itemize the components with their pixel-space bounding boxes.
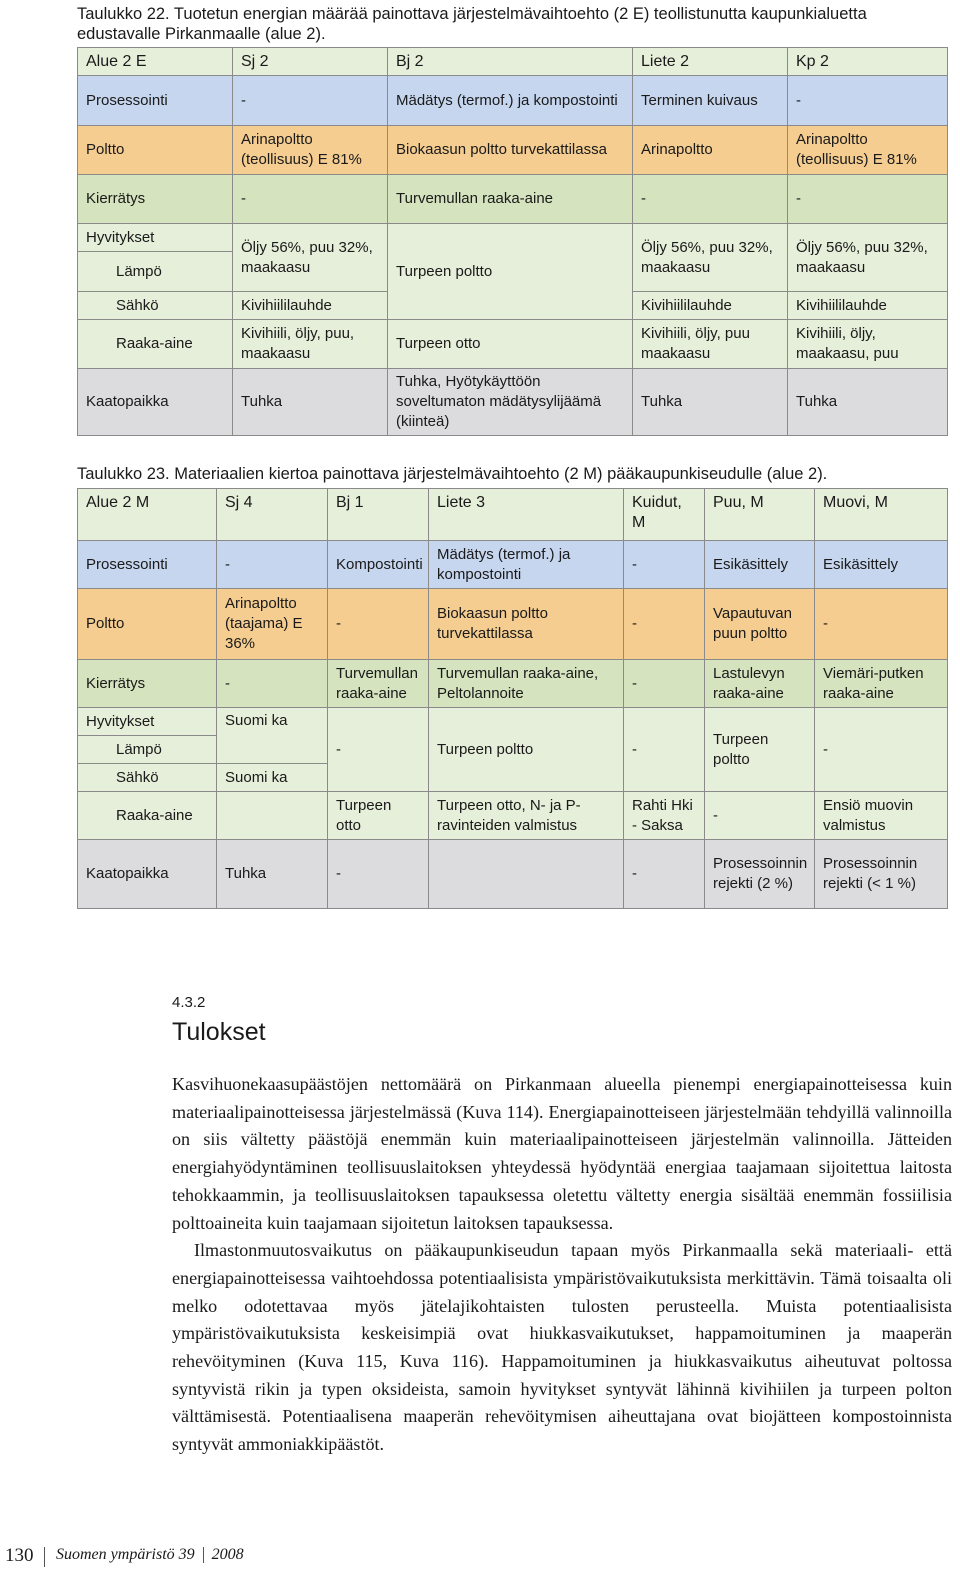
series-name: Suomen ympäristö <box>56 1546 175 1563</box>
t22-cell: Arinapoltto (teollisuus) E 81% <box>233 126 388 175</box>
t23-cell: Turpeen otto, N- ja P-ravinteiden valmistus <box>429 792 624 840</box>
t23-cell: - <box>624 660 705 708</box>
table-22-caption: Taulukko 22. Tuotetun energian määrää painottava järjestelmävaihtoehto (2 E) teollistunutta kaupunkialuetta edustavalle Pirkanmaalle (alue 2). <box>77 5 867 43</box>
t23-cell: - <box>328 840 429 909</box>
t22-cell: Kivihiili, öljy, puu, maakaasu <box>233 320 388 369</box>
t23-cell: Mädätys (termof.) ja kompostointi <box>429 541 624 589</box>
t23-cell: Prosessoinnin rejekti (2 %) <box>705 840 815 909</box>
t23-cell: - <box>815 708 948 792</box>
t22-cell: Kivihiililauhde <box>233 292 388 320</box>
t22-cell: - <box>633 175 788 224</box>
t23-cell: - <box>624 541 705 589</box>
t22-cell: Tuhka, Hyötykäyttöön soveltumaton mädätysylijäämä (kiinteä) <box>388 369 633 436</box>
t23-row-label: Poltto <box>78 589 217 660</box>
t22-cell: Arinapoltto <box>633 126 788 175</box>
t22-cell: Mädätys (termof.) ja kompostointi <box>388 76 633 126</box>
t22-cell: Öljy 56%, puu 32%, maakaasu <box>788 224 948 292</box>
t23-cell: - <box>328 708 429 792</box>
page-number: 130 <box>5 1545 34 1566</box>
t22-row-label: Poltto <box>78 126 233 175</box>
t22-cell: Kivihiili, öljy, maakaasu, puu <box>788 320 948 369</box>
t22-cell: - <box>788 76 948 126</box>
t23-cell: - <box>217 660 328 708</box>
table-23 <box>77 488 948 909</box>
t22-row-label: Raaka-aine <box>78 320 233 369</box>
t23-cell: - <box>624 840 705 909</box>
t23-cell: Tuhka <box>217 840 328 909</box>
t23-cell <box>217 792 328 840</box>
footer-series <box>56 1546 244 1564</box>
t23-cell: Turpeen poltto <box>429 708 624 792</box>
t23-cell: Prosessoinnin rejekti (< 1 %) <box>815 840 948 909</box>
t23-cell: - <box>705 792 815 840</box>
paragraph: Ilmastonmuutosvaikutus on pääkaupunkiseudun tapaan myös Pirkanmaalla sekä materiaali- että energiapainotteisessa vaihtoehdossa potentiaalisista ympäristövaikutuksista merkittävin. Tämä toisaalta oli melko odotettavaa myös jätelajikohtaisten tulosten perusteella. Muista potentiaalisista ympäristövaikutuksista keskeisimpiä ovat hiukkasvaikutukset, happamoituminen ja maaperän rehevöityminen (Kuva 115, Kuva 116). Happamoituminen ja hiukkasvaikutus aiheutuvat poltossa syntyvistä rikin ja typen oksideista, samoin hyvitykset syntyvät lähinnä kivihiilen ja turpeen polton välttämisestä. Potentiaalisena maaperän rehevöitymisen aiheuttajana ovat biojätteen kompostoinnista syntyvät ammoniakkipäästöt. <box>172 1240 952 1455</box>
section-number: 4.3.2 <box>172 994 206 1011</box>
t22-cell: - <box>233 76 388 126</box>
t22-cell: Biokaasun poltto turvekattilassa <box>388 126 633 175</box>
t23-cell: - <box>815 589 948 660</box>
t22-cell: Öljy 56%, puu 32%, maakaasu <box>633 224 788 292</box>
t23-header-bj: Bj 1 <box>328 489 429 541</box>
t23-cell: Kompostointi <box>328 541 429 589</box>
series-issue: 39 <box>178 1546 195 1563</box>
t22-header-sj: Sj 2 <box>233 48 388 76</box>
t22-cell: Turvemullan raaka-aine <box>388 175 633 224</box>
t23-header-liete: Liete 3 <box>429 489 624 541</box>
t23-row-label: Kierrätys <box>78 660 217 708</box>
t23-cell: Turpeen otto <box>328 792 429 840</box>
t23-header-puu: Puu, M <box>705 489 815 541</box>
t23-cell: Rahti Hki - Saksa <box>624 792 705 840</box>
t23-cell: Turpeen poltto <box>705 708 815 792</box>
t23-cell: Suomi ka <box>217 764 328 792</box>
t22-cell: Tuhka <box>788 369 948 436</box>
t22-cell: - <box>788 175 948 224</box>
t22-header-liete: Liete 2 <box>633 48 788 76</box>
t22-row-label: Prosessointi <box>78 76 233 126</box>
t23-cell: Turvemullan raaka-aine, Peltolannoite <box>429 660 624 708</box>
t22-cell: Arinapoltto (teollisuus) E 81% <box>788 126 948 175</box>
t23-header-sj: Sj 4 <box>217 489 328 541</box>
series-year: 2008 <box>211 1546 244 1563</box>
t23-cell: Vapautuvan puun poltto <box>705 589 815 660</box>
t22-header-bj: Bj 2 <box>388 48 633 76</box>
t23-cell: Biokaasun poltto turvekattilassa <box>429 589 624 660</box>
t23-row-label: Lämpö <box>78 736 217 764</box>
t22-cell: Turpeen poltto <box>388 224 633 320</box>
table-23-caption: Taulukko 23. Materiaalien kiertoa painottava järjestelmävaihtoehto (2 M) pääkaupunkiseudulle (alue 2). <box>77 465 828 483</box>
t23-cell: - <box>624 589 705 660</box>
t22-cell: Turpeen otto <box>388 320 633 369</box>
section-title: Tulokset <box>172 1018 266 1046</box>
t23-header-muovi: Muovi, M <box>815 489 948 541</box>
t23-cell: - <box>624 708 705 792</box>
t23-row-label: Sähkö <box>78 764 217 792</box>
t22-cell: Kivihiililauhde <box>788 292 948 320</box>
t22-row-label: Kierrätys <box>78 175 233 224</box>
paragraph: Kasvihuonekaasupäästöjen nettomäärä on Pirkanmaan alueella pienempi energiapainotteisessa kuin materiaalipainotteisessa järjestelmässä (Kuva 114). Energiapainotteiseen järjestelmään tehdyillä valinnoilla on siis vältetty päästöjä enemmän kuin materiaalipainotteiseen järjestelmän valinnoilla. Jätteiden energiahyödyntäminen teollisuuslaitoksen yhteydessä hyödyntää energiaa taajamaan sijoitettua laitosta tehokkaammin, ja teollisuuslaitoksen tapauksessa oletettu vältetty energia sisältää enemmän fossiilisia polttoaineita kuin taajamaan sijoitetun laitoksen tapauksessa. <box>172 1074 952 1233</box>
t23-header-kuidut: Kuidut, M <box>624 489 705 541</box>
t23-cell: Arinapoltto (taajama) E 36% <box>217 589 328 660</box>
t23-cell: Esikäsittely <box>815 541 948 589</box>
footer-separator <box>203 1547 204 1563</box>
t23-cell: Ensiö muovin valmistus <box>815 792 948 840</box>
t23-row-label: Kaatopaikka <box>78 840 217 909</box>
t23-row-label: Hyvitykset <box>78 708 217 736</box>
t23-header-alue: Alue 2 M <box>78 489 217 541</box>
t22-cell: Terminen kuivaus <box>633 76 788 126</box>
t22-cell: Tuhka <box>233 369 388 436</box>
table-22 <box>77 47 948 436</box>
t23-cell: Esikäsittely <box>705 541 815 589</box>
t23-cell: Viemäri-putken raaka-aine <box>815 660 948 708</box>
t23-row-label: Prosessointi <box>78 541 217 589</box>
t22-cell: Kivihiililauhde <box>633 292 788 320</box>
t22-cell: Tuhka <box>633 369 788 436</box>
t22-cell: - <box>233 175 388 224</box>
t22-cell: Öljy 56%, puu 32%, maakaasu <box>233 224 388 292</box>
t22-header-kp: Kp 2 <box>788 48 948 76</box>
t22-row-label: Kaatopaikka <box>78 369 233 436</box>
t22-header-alue: Alue 2 E <box>78 48 233 76</box>
t23-cell: - <box>217 541 328 589</box>
t23-row-label: Raaka-aine <box>78 792 217 840</box>
t22-row-label: Hyvitykset <box>78 224 233 252</box>
footer-divider <box>44 1547 45 1567</box>
t22-row-label: Lämpö <box>78 252 233 292</box>
t23-cell <box>429 840 624 909</box>
t23-cell: Lastulevyn raaka-aine <box>705 660 815 708</box>
t22-cell: Kivihiili, öljy, puu maakaasu <box>633 320 788 369</box>
t23-cell: Suomi ka <box>217 708 328 764</box>
t23-cell: - <box>328 589 429 660</box>
t22-row-label: Sähkö <box>78 292 233 320</box>
t23-cell: Turvemullan raaka-aine <box>328 660 429 708</box>
section-body <box>172 1071 952 1459</box>
